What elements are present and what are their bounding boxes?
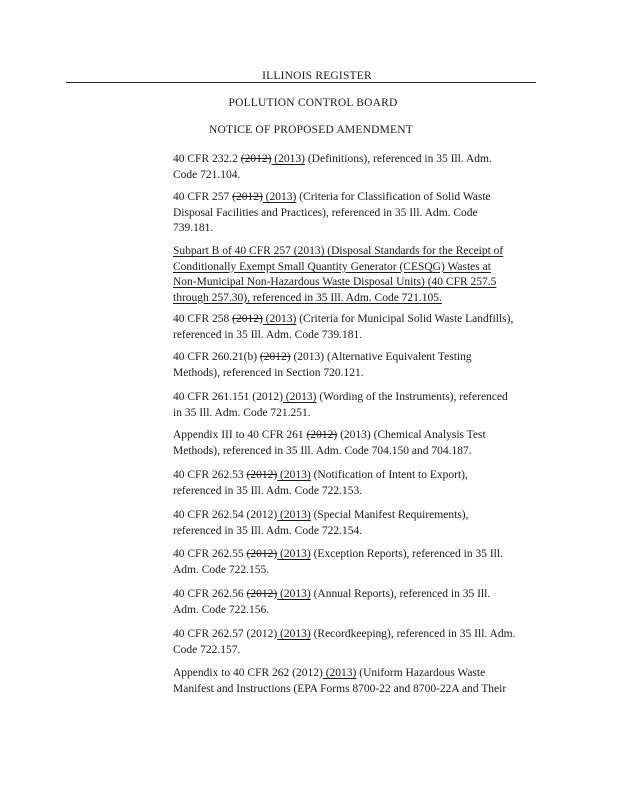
entry-text: 40 CFR 257 — [173, 191, 233, 203]
entry-line — [173, 524, 543, 540]
entry-line — [173, 508, 543, 524]
entry-text: referenced in 35 Ill. Adm. Code 722.153. — [173, 484, 363, 497]
entry-text: (Criteria for Municipal Solid Waste Landfills), — [296, 313, 514, 325]
entry-line — [173, 603, 543, 619]
entry-line — [173, 682, 543, 698]
cfr-entry — [173, 547, 543, 578]
entry-text: Code 722.157. — [173, 643, 241, 656]
header-rule — [66, 82, 536, 83]
entry-text: Appendix III to 40 CFR 261 — [173, 429, 307, 441]
entry-line — [173, 428, 543, 444]
deleted-text: (2012) — [232, 191, 263, 203]
entry-text: Disposal Facilities and Practices), referenced in 35 Ill. Adm. Code — [173, 206, 478, 219]
entry-text: (Special Manifest Requirements), — [310, 509, 469, 521]
entry-text: Appendix to 40 CFR 262 (2012) — [173, 667, 323, 679]
entry-text: (Exception Reports), referenced in 35 Ill. — [310, 548, 503, 560]
entry-text: 40 CFR 260.21(b) — [173, 351, 260, 363]
deleted-text: (2012) — [232, 313, 263, 325]
entry-text: Code 721.104. — [173, 168, 241, 181]
inserted-text: (2013) — [262, 191, 297, 203]
entry-line — [173, 168, 543, 184]
inserted-text: (2013) — [277, 628, 311, 640]
entry-line — [173, 587, 543, 603]
register-title: ILLINOIS REGISTER — [262, 70, 372, 82]
inserted-text: Non-Municipal Non-Hazardous Waste Disposal Units) (40 CFR 257.5 — [173, 276, 497, 288]
inserted-text: (2013) — [262, 313, 297, 325]
inserted-text: (2013) — [322, 667, 357, 679]
entry-line — [173, 190, 543, 206]
entry-text: (Annual Reports), referenced in 35 Ill. — [310, 588, 491, 600]
deleted-text: (2012) — [246, 588, 278, 600]
inserted-text: Subpart B of 40 CFR 257 (2013) (Disposal Standards for the Receipt of — [173, 245, 504, 257]
inserted-text: (2013) — [277, 509, 311, 521]
entry-text: referenced in 35 Ill. Adm. Code 739.181. — [173, 328, 363, 341]
entry-text: 40 CFR 258 — [173, 313, 233, 325]
entry-line — [173, 244, 543, 260]
entry-line — [173, 275, 543, 291]
deleted-text: (2012) — [240, 153, 272, 165]
entry-text: Adm. Code 722.155. — [173, 563, 270, 576]
cfr-entry — [173, 666, 543, 697]
entry-line — [173, 468, 543, 484]
inserted-text: (2013) — [277, 548, 311, 560]
entry-text: 40 CFR 261.151 (2012) — [173, 391, 283, 403]
entry-line — [173, 366, 543, 382]
entry-text: in 35 Ill. Adm. Code 721.251. — [173, 406, 311, 419]
deleted-text: (2012) — [306, 429, 338, 441]
entry-line — [173, 444, 543, 460]
deleted-text: (2012) — [246, 469, 278, 481]
entry-text: 40 CFR 262.56 — [173, 588, 247, 600]
board-title: POLLUTION CONTROL BOARD — [228, 97, 398, 109]
entry-text: referenced in 35 Ill. Adm. Code 722.154. — [173, 524, 363, 537]
inserted-text: (2013) — [271, 153, 305, 165]
cfr-entry — [173, 350, 543, 381]
cfr-entry — [173, 508, 543, 539]
entry-line — [173, 350, 543, 366]
entry-text: Manifest and Instructions (EPA Forms 8700-22 and 8700-22A and Their — [173, 682, 507, 695]
entry-text: 40 CFR 232.2 — [173, 153, 241, 165]
entry-text: (Criteria for Classification of Solid Waste — [296, 191, 491, 203]
cfr-entry — [173, 428, 543, 459]
cfr-entry — [173, 587, 543, 618]
entry-text: 40 CFR 262.53 — [173, 469, 247, 481]
entry-line — [173, 152, 543, 168]
entry-line — [173, 328, 543, 344]
deleted-text: (2012) — [259, 351, 291, 363]
inserted-text: through 257.30), referenced in 35 Ill. Adm. Code 721.105. — [173, 291, 442, 304]
inserted-text: (2013) — [277, 469, 311, 481]
entry-line — [173, 643, 543, 659]
entry-text: 739.181. — [173, 222, 214, 234]
cfr-entry — [173, 390, 543, 421]
entry-text: (Recordkeeping), referenced in 35 Ill. Adm. — [310, 628, 516, 640]
cfr-entry — [173, 152, 543, 183]
entry-line — [173, 406, 543, 422]
entry-text: (Wording of the Instruments), referenced — [316, 391, 508, 403]
entry-line — [173, 666, 543, 682]
notice-title: NOTICE OF PROPOSED AMENDMENT — [209, 124, 413, 136]
entry-line — [173, 390, 543, 406]
entry-line — [173, 312, 543, 328]
entry-text: (Uniform Hazardous Waste — [356, 667, 486, 679]
cfr-entry — [173, 190, 543, 237]
entry-text: (2013) (Chemical Analysis Test — [337, 429, 486, 441]
inserted-text: (2013) — [282, 391, 317, 403]
entry-text: Methods), referenced in Section 720.121. — [173, 366, 364, 379]
entry-text: 40 CFR 262.55 — [173, 548, 247, 560]
inserted-text: (2013) — [277, 588, 311, 600]
entry-line — [173, 221, 543, 237]
entry-line — [173, 627, 543, 643]
entry-line — [173, 547, 543, 563]
entry-text: Adm. Code 722.156. — [173, 603, 270, 616]
cfr-entry — [173, 244, 543, 306]
cfr-entry — [173, 468, 543, 499]
entry-line — [173, 484, 543, 500]
entry-text: 40 CFR 262.54 (2012) — [173, 509, 278, 521]
entry-line — [173, 260, 543, 276]
cfr-entry — [173, 312, 543, 343]
cfr-entry — [173, 627, 543, 658]
entry-text: (2013) (Alternative Equivalent Testing — [290, 351, 472, 363]
entry-text: (Definitions), referenced in 35 Ill. Adm. — [304, 153, 492, 165]
entry-text: 40 CFR 262.57 (2012) — [173, 628, 278, 640]
entry-line — [173, 291, 543, 307]
entry-line — [173, 563, 543, 579]
entry-line — [173, 206, 543, 222]
entry-text: Methods), referenced in 35 Ill. Adm. Code 704.150 and 704.187. — [173, 444, 472, 457]
deleted-text: (2012) — [246, 548, 278, 560]
entry-text: (Notification of Intent to Export), — [310, 469, 468, 481]
inserted-text: Conditionally Exempt Small Quantity Generator (CESQG) Wastes at — [173, 260, 491, 273]
